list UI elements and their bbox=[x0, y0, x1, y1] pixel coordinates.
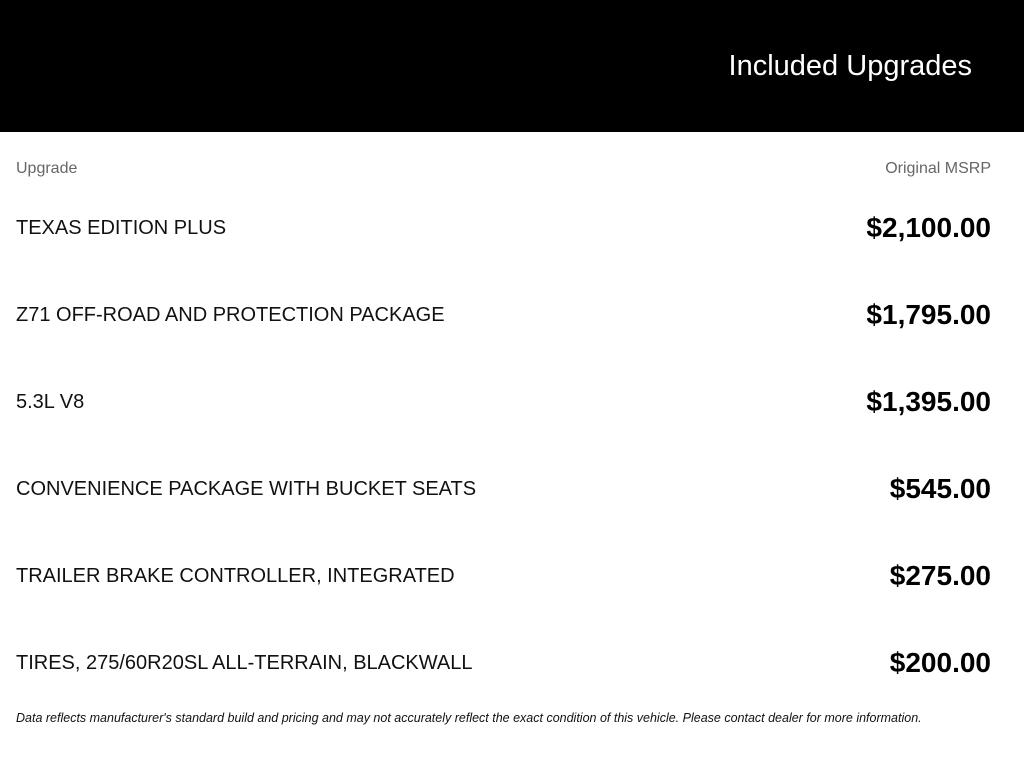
upgrade-price: $1,395.00 bbox=[866, 386, 991, 417]
upgrade-name: Z71 OFF-ROAD AND PROTECTION PACKAGE bbox=[16, 303, 445, 326]
upgrade-name: 5.3L V8 bbox=[16, 390, 85, 413]
upgrade-name: CONVENIENCE PACKAGE WITH BUCKET SEATS bbox=[16, 477, 477, 500]
upgrade-price: $200.00 bbox=[889, 647, 991, 678]
upgrade-price: $1,795.00 bbox=[866, 299, 991, 330]
upgrade-price: $545.00 bbox=[889, 473, 991, 504]
table-row bbox=[16, 382, 991, 422]
table-row bbox=[16, 295, 991, 335]
upgrade-price: $275.00 bbox=[889, 560, 991, 591]
upgrade-price: $2,100.00 bbox=[866, 212, 991, 243]
column-header-msrp: Original MSRP bbox=[885, 160, 991, 177]
table-row bbox=[16, 208, 991, 248]
upgrade-name: TRAILER BRAKE CONTROLLER, INTEGRATED bbox=[16, 564, 455, 587]
disclaimer-text: Data reflects manufacturer's standard build and pricing and may not accurately reflect the exact condition of this vehicle. Please contact dealer for more information. bbox=[16, 711, 922, 725]
column-header-upgrade: Upgrade bbox=[16, 160, 78, 177]
page-title: Included Upgrades bbox=[728, 50, 972, 82]
upgrade-name: TEXAS EDITION PLUS bbox=[16, 216, 227, 239]
upgrade-name: TIRES, 275/60R20SL ALL-TERRAIN, BLACKWALL bbox=[16, 651, 473, 674]
table-row bbox=[16, 469, 991, 509]
table-row bbox=[16, 643, 991, 683]
header-bar bbox=[0, 0, 1024, 132]
table-row bbox=[16, 556, 991, 596]
